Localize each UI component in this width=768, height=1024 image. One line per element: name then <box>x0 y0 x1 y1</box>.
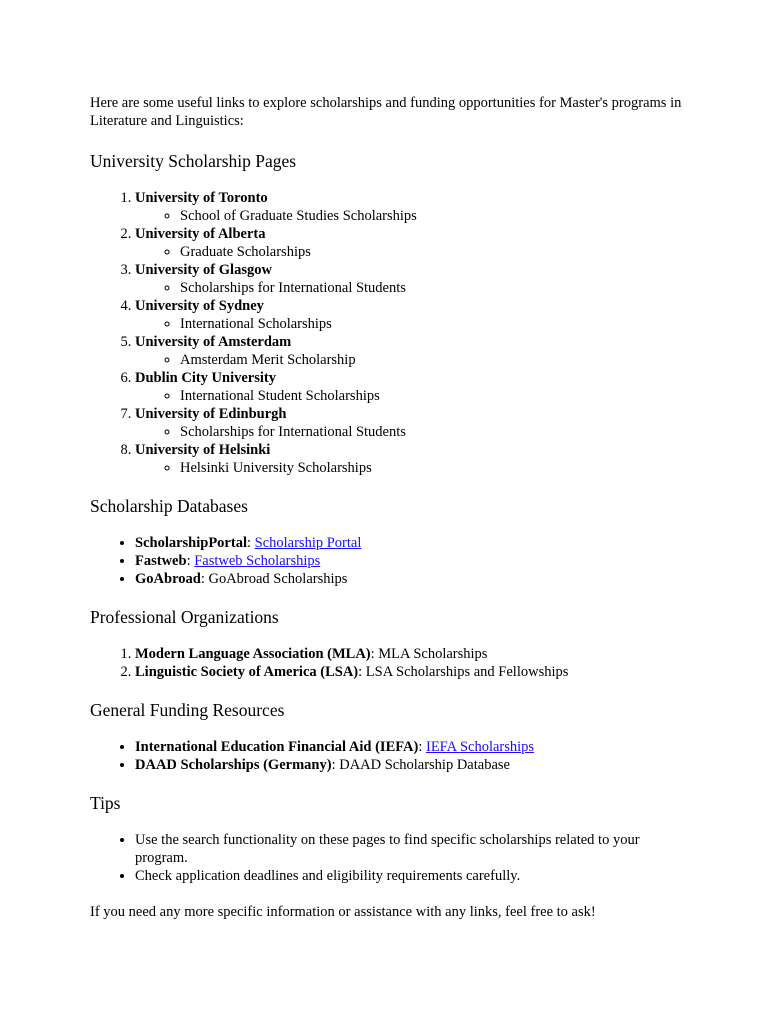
list-item: • DAAD Scholarships (Germany): DAAD Scholarship Database <box>135 756 690 774</box>
list-item: • ScholarshipPortal: Scholarship Portal <box>135 534 690 552</box>
university-name: University of Glasgow <box>135 262 272 278</box>
database-name: ScholarshipPortal <box>135 535 247 551</box>
sub-list-item: ◦ Scholarships for International Students <box>180 279 690 297</box>
organization-description: MLA Scholarships <box>378 646 488 662</box>
list-item: • Use the search functionality on these pages to find specific scholarships related to your program. <box>135 831 690 867</box>
university-name: University of Toronto <box>135 190 268 206</box>
list-item: 1. Modern Language Association (MLA): MLA Scholarships <box>135 645 690 663</box>
funding-name: International Education Financial Aid (IEFA) <box>135 739 419 755</box>
heading-scholarship-databases: Scholarship Databases <box>90 496 248 516</box>
list-item <box>135 261 690 297</box>
funding-list <box>90 738 690 774</box>
organizations-list <box>90 645 690 681</box>
heading-professional-organizations: Professional Organizations <box>90 607 279 627</box>
list-item <box>135 225 690 261</box>
sub-list-item: ◦ School of Graduate Studies Scholarships <box>180 207 690 225</box>
list-item: • Check application deadlines and eligibility requirements carefully. <box>135 867 690 885</box>
sub-list-item: ◦ Graduate Scholarships <box>180 243 690 261</box>
heading-tips: Tips <box>90 793 121 813</box>
document-page <box>90 94 690 921</box>
list-item: • GoAbroad: GoAbroad Scholarships <box>135 570 690 588</box>
heading-university-pages: University Scholarship Pages <box>90 151 297 171</box>
university-list <box>90 189 690 477</box>
database-description: GoAbroad Scholarships <box>208 571 348 587</box>
database-name: Fastweb <box>135 553 187 569</box>
list-item <box>135 405 690 441</box>
organization-description: LSA Scholarships and Fellowships <box>365 664 569 680</box>
university-name: University of Edinburgh <box>135 406 287 422</box>
list-item: 2. Linguistic Society of America (LSA): LSA Scholarships and Fellowships <box>135 663 690 681</box>
list-item: • Fastweb: Fastweb Scholarships <box>135 552 690 570</box>
fastweb-scholarships-link[interactable]: Fastweb Scholarships <box>194 553 321 569</box>
university-name: University of Sydney <box>135 298 264 314</box>
databases-list <box>90 534 690 588</box>
list-item: • International Education Financial Aid (IEFA): IEFA Scholarships <box>135 738 690 756</box>
list-item <box>135 297 690 333</box>
funding-name: DAAD Scholarships (Germany) <box>135 757 332 773</box>
tips-list <box>90 831 690 885</box>
university-name: University of Alberta <box>135 226 266 242</box>
sub-list-item: ◦ Helsinki University Scholarships <box>180 459 690 477</box>
organization-name: Linguistic Society of America (LSA) <box>135 664 359 680</box>
sub-list-item: ◦ International Student Scholarships <box>180 387 690 405</box>
database-name: GoAbroad <box>135 571 201 587</box>
university-name: University of Amsterdam <box>135 334 292 350</box>
scholarship-portal-link[interactable]: Scholarship Portal <box>254 535 362 551</box>
intro-paragraph: Here are some useful links to explore scholarships and funding opportunities for Master's programs in Literature and Linguistics: <box>90 95 682 129</box>
closing-paragraph: If you need any more specific information or assistance with any links, feel free to ask! <box>90 904 596 920</box>
list-item <box>135 441 690 477</box>
list-item <box>135 333 690 369</box>
heading-general-funding: General Funding Resources <box>90 700 285 720</box>
iefa-scholarships-link[interactable]: IEFA Scholarships <box>425 739 535 755</box>
list-item <box>135 369 690 405</box>
organization-name: Modern Language Association (MLA) <box>135 646 371 662</box>
university-name: University of Helsinki <box>135 442 271 458</box>
funding-description: DAAD Scholarship Database <box>339 757 510 773</box>
sub-list-item: ◦ Amsterdam Merit Scholarship <box>180 351 690 369</box>
sub-list-item: ◦ Scholarships for International Students <box>180 423 690 441</box>
sub-list-item: ◦ International Scholarships <box>180 315 690 333</box>
list-item <box>135 189 690 225</box>
university-name: Dublin City University <box>135 370 276 386</box>
